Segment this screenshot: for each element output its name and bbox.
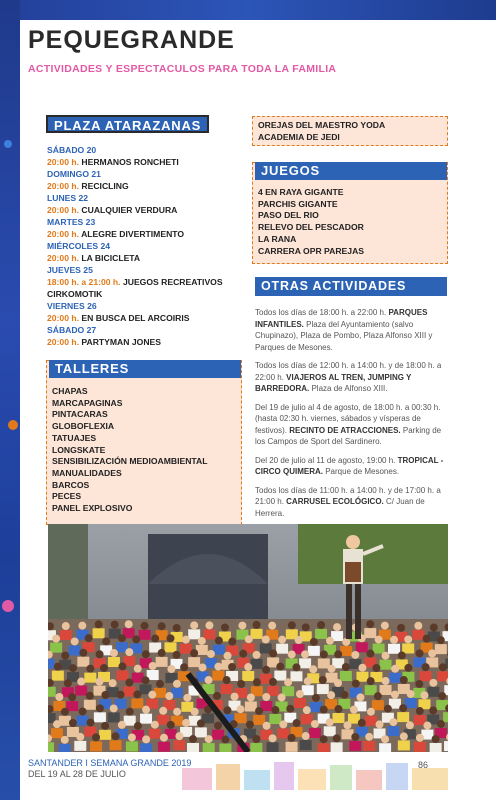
top-box-list: [258, 120, 442, 143]
otras-paragraph: [255, 485, 449, 520]
talleres-heading: TALLERES: [49, 360, 241, 378]
juegos-heading: JUEGOS: [255, 162, 447, 180]
otras-heading: OTRAS ACTIVIDADES: [255, 277, 447, 296]
otras-paragraph: [255, 402, 449, 448]
talleres-list: [52, 386, 236, 515]
event-time: 20:00 h.: [47, 229, 82, 239]
event-name: LA BICICLETA: [81, 253, 141, 263]
schedule-event: [47, 252, 237, 264]
otras-bold: VIAJEROS AL TREN, JUMPING Y BARREDORA.: [255, 372, 412, 393]
schedule-event: [47, 204, 237, 216]
taller-item: BARCOS: [52, 479, 90, 490]
plaza-schedule: [47, 144, 237, 348]
schedule-event: [47, 312, 237, 324]
schedule-day: MIÉRCOLES 24: [47, 241, 111, 251]
event-name: RECICLING: [81, 181, 129, 191]
juego-item: PARCHIS GIGANTE: [258, 198, 338, 209]
footer-left: [28, 758, 191, 780]
town-illustration: [182, 760, 452, 790]
taller-item: PANEL EXPLOSIVO: [52, 503, 133, 514]
schedule-day: JUEVES 25: [47, 265, 93, 275]
event-time: 20:00 h.: [47, 205, 82, 215]
top-background-band: [0, 0, 496, 20]
otras-pre: Todos los días de 11:00 h. a 14:00 h. y de 17:00 h. a 21:00 h.: [255, 485, 441, 506]
event-name: CIRKOMOTIK: [47, 289, 103, 299]
otras-post: Plaza de Alfonso XIII.: [309, 384, 388, 393]
schedule-day: VIERNES 26: [47, 301, 97, 311]
otras-bold: TROPICAL - CIRCO QUIMERA.: [255, 455, 444, 476]
footer-line2: DEL 19 AL 28 DE JULIO: [28, 769, 126, 779]
event-name: HERMANOS RONCHETI: [81, 157, 179, 167]
otras-pre: Todos los días de 12:00 h. a 14:00 h. y de 18:00 h. a 22:00 h.: [255, 361, 442, 382]
schedule-event: [47, 276, 237, 288]
top-box-item: OREJAS DEL MAESTRO YODA: [258, 120, 386, 130]
otras-post: Plaza del Ayuntamiento (salvo Chupinazo), Plaza de Pombo, Plaza Alfonso XIII y Parques de Mesones.: [255, 319, 433, 352]
plaza-heading: PLAZA ATARAZANAS: [46, 115, 209, 133]
juego-item: RELEVO DEL PESCADOR: [258, 222, 364, 233]
event-name: PARTYMAN JONES: [81, 337, 161, 347]
schedule-day: MARTES 23: [47, 217, 96, 227]
otras-post: Parking de los Campos de Sport del Sardinero.: [255, 425, 442, 446]
event-time: 20:00 h.: [47, 181, 82, 191]
schedule-event: [47, 228, 237, 240]
top-box: [252, 116, 448, 146]
juego-item: 4 EN RAYA GIGANTE: [258, 187, 344, 197]
event-time: 20:00 h.: [47, 313, 82, 323]
event-time: 18:00 h. a 21:00 h.: [47, 277, 123, 287]
schedule-day: LUNES 22: [47, 193, 89, 203]
taller-item: GLOBOFLEXIA: [52, 421, 115, 432]
juego-item: CARRERA OPR PAREJAS: [258, 245, 365, 256]
page-title: PEQUEGRANDE: [28, 26, 235, 54]
otras-paragraph: [255, 360, 449, 395]
event-name: JUEGOS RECREATIVOS: [122, 277, 223, 287]
otras-bold: PARQUES INFANTILES.: [255, 308, 428, 329]
juego-item: LA RANA: [258, 233, 297, 244]
juegos-list: [258, 187, 442, 257]
schedule-event: [47, 288, 237, 300]
page-number: 86: [418, 760, 429, 770]
taller-item: CHAPAS: [52, 386, 88, 396]
event-name: EN BUSCA DEL ARCOIRIS: [81, 313, 190, 323]
schedule-event: [47, 180, 237, 192]
schedule-day: DOMINGO 21: [47, 169, 101, 179]
otras-paragraph: [255, 455, 449, 478]
taller-item: SENSIBILIZACIÓN MEDIOAMBIENTAL: [52, 456, 208, 467]
event-name: CUALQUIER VERDURA: [81, 205, 178, 215]
juego-item: PASO DEL RIO: [258, 210, 319, 221]
schedule-event: [47, 156, 237, 168]
crowd-performer-photo: [48, 524, 448, 752]
event-name: ALEGRE DIVERTIMENTO: [81, 229, 185, 239]
taller-item: MANUALIDADES: [52, 467, 122, 478]
top-box-item: ACADEMIA DE JEDI: [258, 131, 340, 142]
otras-pre: Del 19 de julio al 4 de agosto, de 18:00 h. a 00:30 h. (hasta 02:30 h. viernes, sábados y vísperas de festivos).: [255, 402, 441, 435]
page-subtitle: ACTIVIDADES Y ESPECTACULOS PARA TODA LA FAMILIA: [28, 63, 337, 75]
otras-post: C/ Juan de Herrera.: [255, 497, 425, 518]
otras-post: Parque de Mesones.: [323, 467, 400, 476]
otras-bold: RECINTO DE ATRACCIONES.: [289, 425, 401, 435]
taller-item: TATUAJES: [52, 432, 97, 443]
taller-item: PECES: [52, 491, 82, 502]
schedule-day: SÁBADO 27: [47, 325, 97, 335]
otras-pre: Todos los días de 18:00 h. a 22:00 h.: [255, 308, 389, 317]
otras-text: [255, 307, 449, 526]
taller-item: LONGSKATE: [52, 444, 106, 455]
otras-pre: Del 20 de julio al 11 de agosto, 19:00 h.: [255, 455, 398, 465]
taller-item: MARCAPAGINAS: [52, 397, 123, 408]
otras-paragraph: [255, 307, 449, 353]
event-time: 20:00 h.: [47, 253, 82, 263]
schedule-day: SÁBADO 20: [47, 145, 97, 155]
crowd-photo-illustration: [48, 524, 448, 752]
event-time: 20:00 h.: [47, 157, 82, 167]
footer-line1: SANTANDER I SEMANA GRANDE 2019: [28, 758, 192, 768]
event-time: 20:00 h.: [47, 337, 82, 347]
left-background-band: [0, 0, 20, 800]
taller-item: PINTACARAS: [52, 409, 108, 420]
schedule-event: [47, 336, 237, 348]
talleres-box: [46, 360, 242, 525]
otras-bold: CARRUSEL ECOLÓGICO.: [286, 497, 384, 506]
